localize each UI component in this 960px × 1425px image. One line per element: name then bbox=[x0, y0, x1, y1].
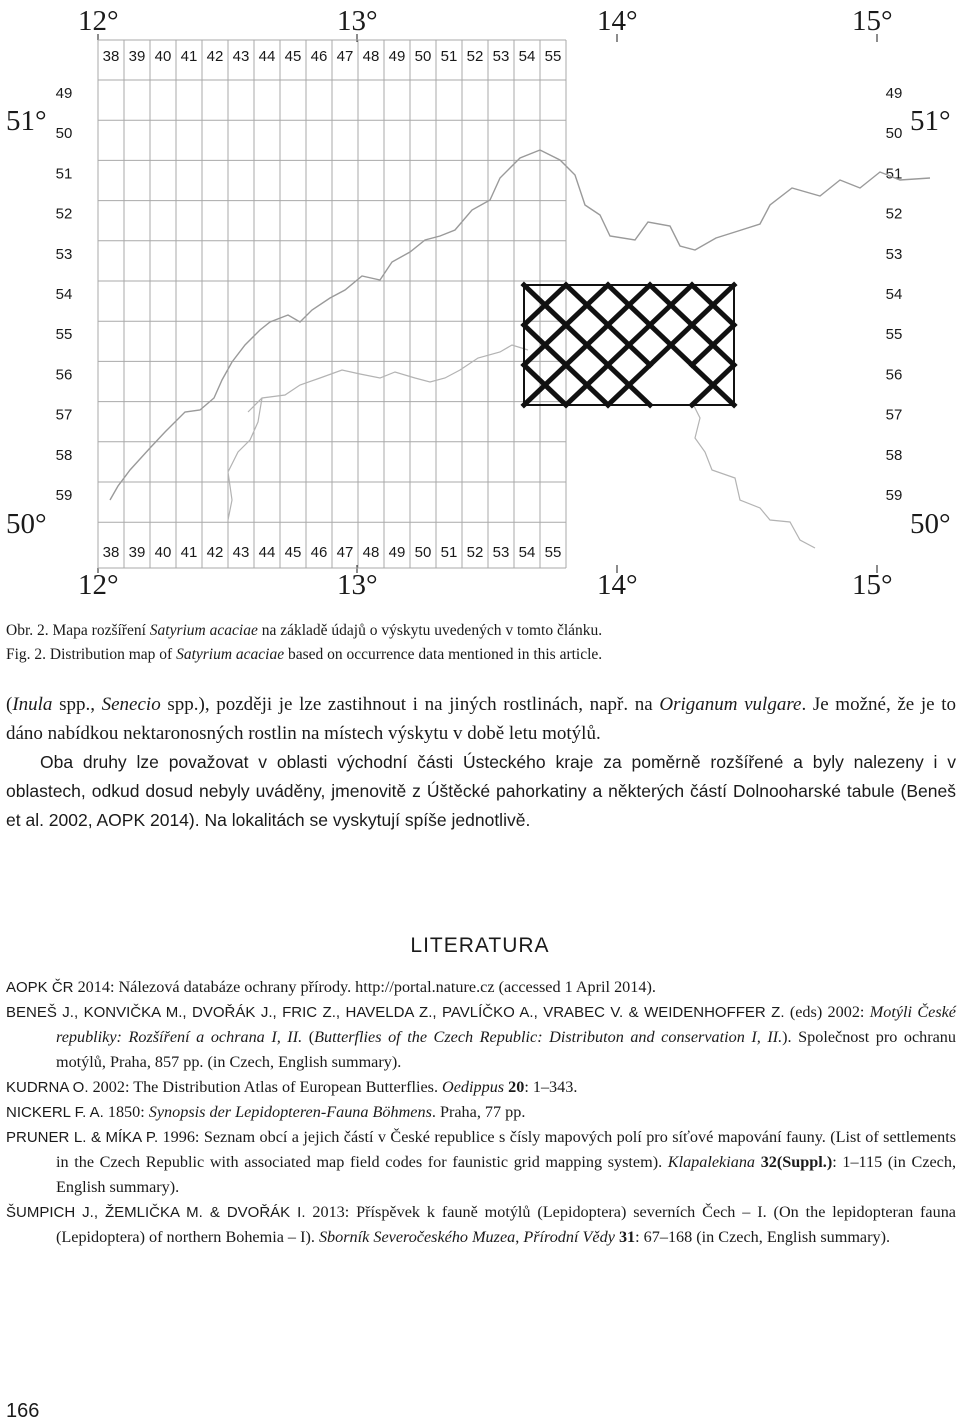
text-run: 2002: The Distribution Atlas of European Butterflies. bbox=[88, 1078, 443, 1096]
reference-author: PRUNER L. & MÍKA P. bbox=[6, 1129, 159, 1146]
text-run-italic: Oedippus bbox=[442, 1078, 505, 1096]
text-run: ( bbox=[302, 1028, 315, 1046]
text-run-italic: Motýli České republiky: Rozšíření a ochrana I, II. bbox=[56, 1003, 956, 1046]
caption-cz-rest: na základě údajů o výskytu uvedených v tomto článku. bbox=[257, 622, 603, 639]
reference-item bbox=[6, 1200, 956, 1250]
text-run: : 67–168 (in Czech, English summary). bbox=[635, 1228, 891, 1246]
column-label: 40 bbox=[154, 544, 172, 561]
latitude-label-51-right: 51° bbox=[910, 105, 951, 137]
column-label: 53 bbox=[492, 544, 510, 561]
column-label: 40 bbox=[154, 48, 172, 65]
text-run: 2014: Nálezová databáze ochrany přírody. http://portal.nature.cz (accessed 1 April 2014). bbox=[73, 978, 656, 996]
references-list bbox=[6, 975, 956, 1250]
latitude-label-51-left: 51° bbox=[6, 105, 47, 137]
column-label: 41 bbox=[180, 544, 198, 561]
row-label-left: 52 bbox=[55, 205, 73, 223]
degree-label-15-top: 15° bbox=[852, 5, 893, 37]
degree-label-12-bottom: 12° bbox=[78, 569, 119, 601]
latitude-label-50-left: 50° bbox=[6, 508, 47, 540]
column-label: 54 bbox=[518, 544, 536, 561]
column-label: 54 bbox=[518, 48, 536, 65]
degree-label-12-top: 12° bbox=[78, 5, 119, 37]
regional-border-south bbox=[228, 398, 262, 520]
occurrence-mark bbox=[566, 365, 608, 405]
column-label: 51 bbox=[440, 48, 458, 65]
column-label: 44 bbox=[258, 48, 276, 65]
text-run: : 1–343. bbox=[524, 1078, 578, 1096]
row-label-right: 51 bbox=[885, 165, 903, 183]
text-run: . Praha, 77 pp. bbox=[431, 1103, 526, 1121]
page-number: 166 bbox=[6, 1400, 40, 1422]
distribution-map bbox=[0, 0, 960, 610]
latitude-label-50-right: 50° bbox=[910, 508, 951, 540]
caption-en-species: Satyrium acaciae bbox=[176, 646, 285, 663]
reference-author: KUDRNA O. bbox=[6, 1079, 89, 1096]
row-label-left: 56 bbox=[55, 366, 73, 384]
regional-border-east bbox=[692, 402, 815, 548]
occurrence-mark bbox=[608, 325, 650, 365]
row-label-right: 57 bbox=[885, 406, 903, 424]
text-run: 2013: Příspěvek k fauně motýlů (Lepidoptera) severních Čech – I. (On the lepidopteran fauna (Lepidoptera) of northern Bohemia – I). bbox=[56, 1203, 956, 1246]
row-label-left: 57 bbox=[55, 406, 73, 424]
occurrence-mark bbox=[566, 325, 608, 365]
row-label-right: 50 bbox=[885, 125, 903, 143]
column-label: 55 bbox=[544, 544, 562, 561]
occurrence-mark bbox=[692, 365, 734, 405]
column-label: 48 bbox=[362, 48, 380, 65]
body-text bbox=[6, 690, 956, 835]
text-run: . Je možné, že je to dáno nabídkou nektaronosných rostlin na místech výskytu v době letu motýlů. bbox=[6, 694, 956, 744]
text-run: ( bbox=[6, 694, 13, 715]
section-heading: LITERATURA bbox=[410, 934, 550, 957]
caption-en bbox=[6, 643, 946, 667]
text-run-bold: 20 bbox=[508, 1078, 525, 1096]
row-label-left: 54 bbox=[55, 286, 73, 303]
paragraph-2: Oba druhy lze považovat v oblasti východní části Ústeckého kraje za poměrně rozšířené a byly nalezeny i v oblastech, odkud dosud nebyly uváděny, jmenovitě z Úštěcké pahorkatiny a některých částí Dolnooharské tabule (Beneš et al. 2002, AOPK 2014). Na lokalitách se vyskytují spíše jednotlivě. bbox=[6, 752, 956, 830]
paragraph-1 bbox=[6, 690, 956, 748]
row-label-left: 53 bbox=[55, 245, 73, 263]
row-label-right: 58 bbox=[885, 446, 903, 464]
reference-item bbox=[6, 1125, 956, 1200]
reference-author: BENEŠ J., KONVIČKA M., DVOŘÁK J., FRIC Z., HAVELDA Z., PAVLÍČKO A., VRABEC V. & WEIDENHOFFER Z. bbox=[6, 1004, 785, 1021]
state-border bbox=[110, 150, 930, 500]
text-run-italic: Inula bbox=[12, 694, 53, 715]
occurrence-mark bbox=[692, 325, 734, 365]
column-label: 51 bbox=[440, 544, 458, 561]
row-label-left: 50 bbox=[55, 125, 73, 143]
column-label: 42 bbox=[206, 544, 224, 561]
column-label: 45 bbox=[284, 48, 302, 65]
text-run-italic: Přírodní Vědy bbox=[523, 1228, 615, 1246]
column-label: 50 bbox=[414, 544, 432, 561]
row-label-right: 52 bbox=[885, 205, 903, 223]
reference-author: NICKERL F. A. bbox=[6, 1104, 104, 1121]
occurrence-mark bbox=[524, 325, 566, 365]
reference-author: AOPK ČR bbox=[6, 979, 74, 996]
column-label: 43 bbox=[232, 544, 250, 561]
occurrence-mark bbox=[692, 285, 734, 325]
text-run-italic: Butterflies of the Czech Republic: Distributon and conservation I, II. bbox=[314, 1028, 783, 1046]
caption-en-prefix: Fig. 2. Distribution map of bbox=[6, 646, 177, 663]
row-label-left: 58 bbox=[55, 446, 73, 464]
reference-item bbox=[6, 1075, 956, 1100]
column-label: 47 bbox=[336, 544, 354, 561]
column-label: 39 bbox=[128, 48, 146, 65]
row-label-right: 54 bbox=[885, 286, 903, 303]
column-label: 48 bbox=[362, 544, 380, 561]
caption-cz-species: Satyrium acaciae bbox=[149, 622, 258, 639]
occurrence-mark bbox=[608, 365, 650, 405]
reference-author: ŠUMPICH J., ŽEMLIČKA M. & DVOŘÁK I. bbox=[6, 1204, 306, 1221]
column-label: 43 bbox=[232, 48, 250, 65]
reference-item bbox=[6, 1100, 956, 1125]
text-run-italic: Senecio bbox=[101, 694, 161, 715]
text-run: ). Společnost pro ochranu motýlů, Praha, 857 pp. (in Czech, English summary). bbox=[56, 1028, 956, 1071]
column-label: 49 bbox=[388, 544, 406, 561]
degree-label-13-bottom: 13° bbox=[337, 569, 378, 601]
occurrence-mark bbox=[566, 285, 608, 325]
row-label-right: 56 bbox=[885, 366, 903, 384]
column-label: 46 bbox=[310, 544, 328, 561]
text-run: 1850: bbox=[103, 1103, 149, 1121]
reference-item bbox=[6, 975, 956, 1000]
column-label: 38 bbox=[102, 48, 120, 65]
column-label: 39 bbox=[128, 544, 146, 561]
row-label-right: 49 bbox=[885, 85, 903, 102]
occurrence-mark bbox=[650, 285, 692, 325]
reference-item bbox=[6, 1000, 956, 1075]
row-label-right: 55 bbox=[885, 326, 903, 344]
text-run: : 1–115 (in Czech, English summary). bbox=[56, 1153, 957, 1196]
caption-en-rest: based on occurrence data mentioned in this article. bbox=[284, 646, 603, 663]
text-run-italic: Synopsis der Lepidopteren-Fauna Böhmens bbox=[148, 1103, 432, 1121]
column-label: 45 bbox=[284, 544, 302, 561]
caption-cz-prefix: Obr. 2. Mapa rozšíření bbox=[6, 622, 150, 639]
column-label: 52 bbox=[466, 544, 484, 561]
column-label: 42 bbox=[206, 48, 224, 65]
row-label-left: 55 bbox=[55, 326, 73, 344]
occurrence-mark bbox=[524, 365, 566, 405]
column-label: 50 bbox=[414, 48, 432, 65]
text-run: 1996: Seznam obcí a jejich částí v České republice s čísly mapových polí pro síťové mapování fauny. (List of settlements in the Czech Republic with associated map field codes for faunistic grid mapping system). bbox=[56, 1128, 956, 1171]
degree-label-14-bottom: 14° bbox=[597, 569, 638, 601]
figure-caption bbox=[6, 619, 946, 667]
column-label: 52 bbox=[466, 48, 484, 65]
degree-label-15-bottom: 15° bbox=[852, 569, 893, 601]
column-label: 55 bbox=[544, 48, 562, 65]
text-run: spp., bbox=[52, 694, 102, 715]
text-run-italic: Origanum vulgare bbox=[659, 694, 802, 715]
column-label: 49 bbox=[388, 48, 406, 65]
text-run-italic: Klapalekiana bbox=[667, 1153, 756, 1171]
row-label-right: 59 bbox=[885, 487, 903, 504]
text-run: spp.), později je lze zastihnout i na jiných rostlinách, např. na bbox=[160, 694, 660, 715]
occurrence-mark bbox=[608, 285, 650, 325]
row-label-right: 53 bbox=[885, 245, 903, 263]
text-run: , bbox=[515, 1228, 524, 1246]
column-label: 46 bbox=[310, 48, 328, 65]
caption-cz bbox=[6, 619, 946, 643]
text-run-italic: Sborník Severočeského Muzea bbox=[318, 1228, 516, 1246]
column-label: 38 bbox=[102, 544, 120, 561]
row-label-left: 59 bbox=[55, 487, 73, 504]
occurrence-mark bbox=[524, 285, 566, 325]
column-label: 41 bbox=[180, 48, 198, 65]
row-label-left: 49 bbox=[55, 85, 73, 102]
text-run-bold: 31 bbox=[618, 1228, 636, 1246]
text-run-bold: 32(Suppl.) bbox=[760, 1153, 833, 1171]
degree-label-13-top: 13° bbox=[337, 5, 378, 37]
occurrence-mark bbox=[650, 325, 692, 365]
column-label: 47 bbox=[336, 48, 354, 65]
text-run: (eds) 2002: bbox=[784, 1003, 870, 1021]
column-label: 53 bbox=[492, 48, 510, 65]
column-label: 44 bbox=[258, 544, 276, 561]
row-label-left: 51 bbox=[55, 165, 73, 183]
degree-label-14-top: 14° bbox=[597, 5, 638, 37]
